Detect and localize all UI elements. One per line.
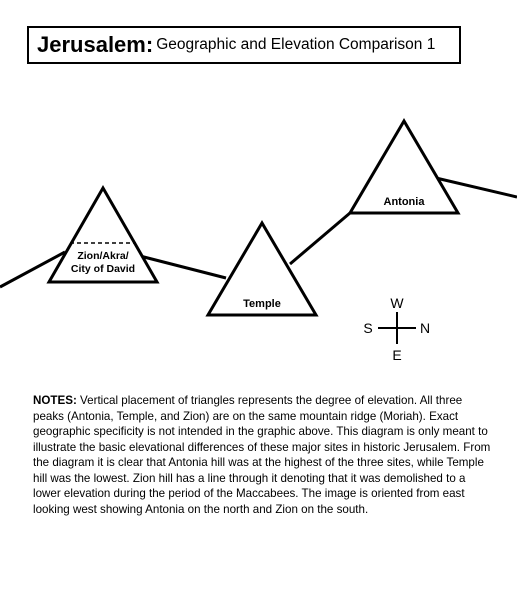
temple-label: Temple	[243, 298, 281, 310]
compass-north: N	[419, 320, 431, 336]
compass-west: W	[390, 295, 404, 311]
zion-label-line-2: City of David	[70, 263, 136, 275]
ridge-line-temple-antonia	[290, 213, 350, 264]
compass-east: E	[392, 347, 402, 363]
title-subtitle: Geographic and Elevation Comparison 1	[156, 36, 436, 53]
compass	[363, 295, 430, 363]
notes-text: Vertical placement of triangles represents the degree of elevation. All three peaks (Antonia, Temple, and Zion) are on the same mountain ridge (Moriah). Exact geographic specificity is not intended in the graphic above. This diagram is only meant to illustrate the basic elevational differences of these major sites in historic Jerusalem. From the diagram it is clear that Antonia hill was at the highest of the three sites, while Temple hill was the lowest. Zion hill has a line through it denoting that it was demolished to a lower elevation during the period of the Maccabees. The image is oriented from east looking west showing Antonia on the north and Zion on the south.	[33, 394, 491, 516]
title-main: Jerusalem:	[37, 32, 154, 57]
antonia-label: Antonia	[383, 196, 425, 208]
zion-label-line-1: Zion/Akra/	[77, 250, 129, 262]
notes-label: NOTES:	[33, 394, 77, 407]
compass-south: S	[363, 320, 373, 336]
peak-zion	[49, 188, 157, 282]
peak-temple	[208, 223, 316, 315]
peak-antonia	[350, 121, 458, 213]
notes-paragraph	[33, 393, 493, 517]
